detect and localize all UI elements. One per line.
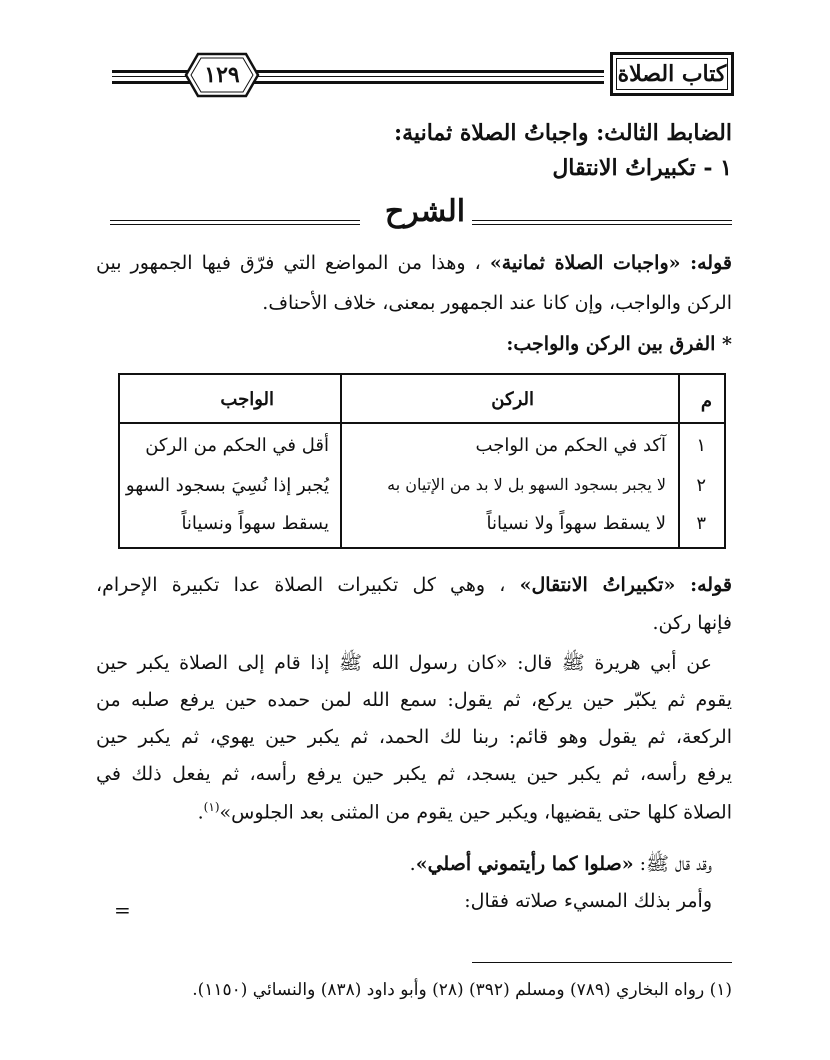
- table-cell: ١: [696, 435, 706, 456]
- quote-bold: قوله: «واجبات الصلاة ثمانية»: [489, 252, 732, 274]
- divider-rule: [472, 220, 732, 221]
- table-header-wajib: الواجب: [220, 389, 274, 410]
- table-cell: ٣: [696, 513, 706, 534]
- sharh-divider: [110, 194, 732, 234]
- quote-rest: ، وهي كل تكبيرات الصلاة عدا تكبيرة الإحرام،: [96, 574, 506, 596]
- table-header-divider: [120, 422, 724, 424]
- table-cell: آكد في الحكم من الواجب: [475, 435, 666, 456]
- paragraph-line: [96, 252, 732, 276]
- footnote-rule: [472, 962, 732, 963]
- footnote: (١) رواه البخاري (٧٨٩) ومسلم (٣٩٢) (٢٨) وأبو داود (٨٣٨) والنسائي (١١٥٠).: [192, 980, 732, 1000]
- table-column-divider: [678, 375, 680, 547]
- comparison-table: [118, 373, 726, 549]
- hadith-line: يرفع رأسه، ثم يكبر حين يسجد، ثم يكبر حين يرفع رأسه، ثم يفعل ذلك في: [96, 763, 732, 785]
- subsection-heading: ١ - تكبيراتُ الانتقال: [552, 155, 732, 181]
- hadith-line: الركعة، ثم يقول وهو قائم: ربنا لك الحمد، ثم يكبر حين يهوي، ثم يكبر حين: [96, 726, 732, 748]
- table-cell: أقل في الحكم من الركن: [145, 435, 329, 456]
- hadith-last-text: الصلاة كلها حتى يقضيها، ويكبر حين يقوم من المثنى بعد الجلوس»: [219, 801, 732, 824]
- table-cell: لا يجبر بسجود السهو بل لا بد من الإتيان به: [387, 475, 666, 494]
- hadith-line: يقوم ثم يكبّر حين يركع، ثم يقول: سمع الله لمن حمده حين يرفع صلبه من: [96, 689, 732, 711]
- section-heading: الضابط الثالث: واجباتُ الصلاة ثمانية:: [394, 120, 732, 146]
- table-cell: لا يسقط سهواً ولا نسياناً: [486, 513, 666, 534]
- page-number: ١٢٩: [204, 62, 240, 88]
- hadith-qal-line: [410, 853, 712, 876]
- paragraph-2: [96, 574, 732, 636]
- sharh-title: الشرح: [384, 194, 466, 229]
- qal-quote: «صلوا كما رأيتموني أصلي»: [415, 853, 634, 875]
- table-header-index: م: [700, 391, 712, 412]
- quote-rest: ، وهذا من المواضع التي فرّق فيها الجمهور بين: [96, 252, 481, 274]
- table-intro: * الفرق بين الركن والواجب:: [506, 333, 732, 355]
- table-column-divider: [340, 375, 342, 547]
- quote-bold: قوله: «تكبيراتُ الانتقال»: [519, 574, 732, 596]
- footnote-marker: (١): [203, 800, 220, 814]
- hadith-line: عن أبي هريرة ﷺ قال: «كان رسول الله ﷺ إذا قام إلى الصلاة يكبر حين: [96, 652, 712, 674]
- hadith-line: الصلاة كلها حتى يقضيها، ويكبر حين يقوم من المثنى بعد الجلوس»$^{(١)}$.: [197, 800, 732, 824]
- table-cell: يسقط سهواً ونسياناً: [181, 513, 329, 534]
- table-cell: ٢: [696, 475, 706, 496]
- continuation-mark: =: [114, 898, 131, 922]
- divider-rule: [110, 220, 360, 221]
- table-cell: يُجبر إذا نُسِيَ بسجود السهو: [125, 475, 329, 496]
- paragraph-line: [96, 574, 732, 598]
- qal-prefix: وقد قال ﷺ:: [633, 853, 712, 875]
- page-number-badge: [184, 50, 260, 100]
- paragraph-1: [96, 252, 732, 316]
- page-header: [112, 50, 734, 106]
- paragraph-line: فإنها ركن.: [652, 611, 732, 634]
- qal-suffix: .: [409, 853, 416, 875]
- table-header-rukn: الركن: [491, 389, 534, 410]
- amr-line: وأمر بذلك المسيء صلاته فقال:: [464, 890, 712, 912]
- book-title: كتاب الصلاة: [610, 52, 734, 96]
- hadith-paragraph: [96, 652, 732, 837]
- paragraph-line: الركن والواجب، وإن كانا عند الجمهور بمعنى، خلاف الأحناف.: [262, 291, 732, 314]
